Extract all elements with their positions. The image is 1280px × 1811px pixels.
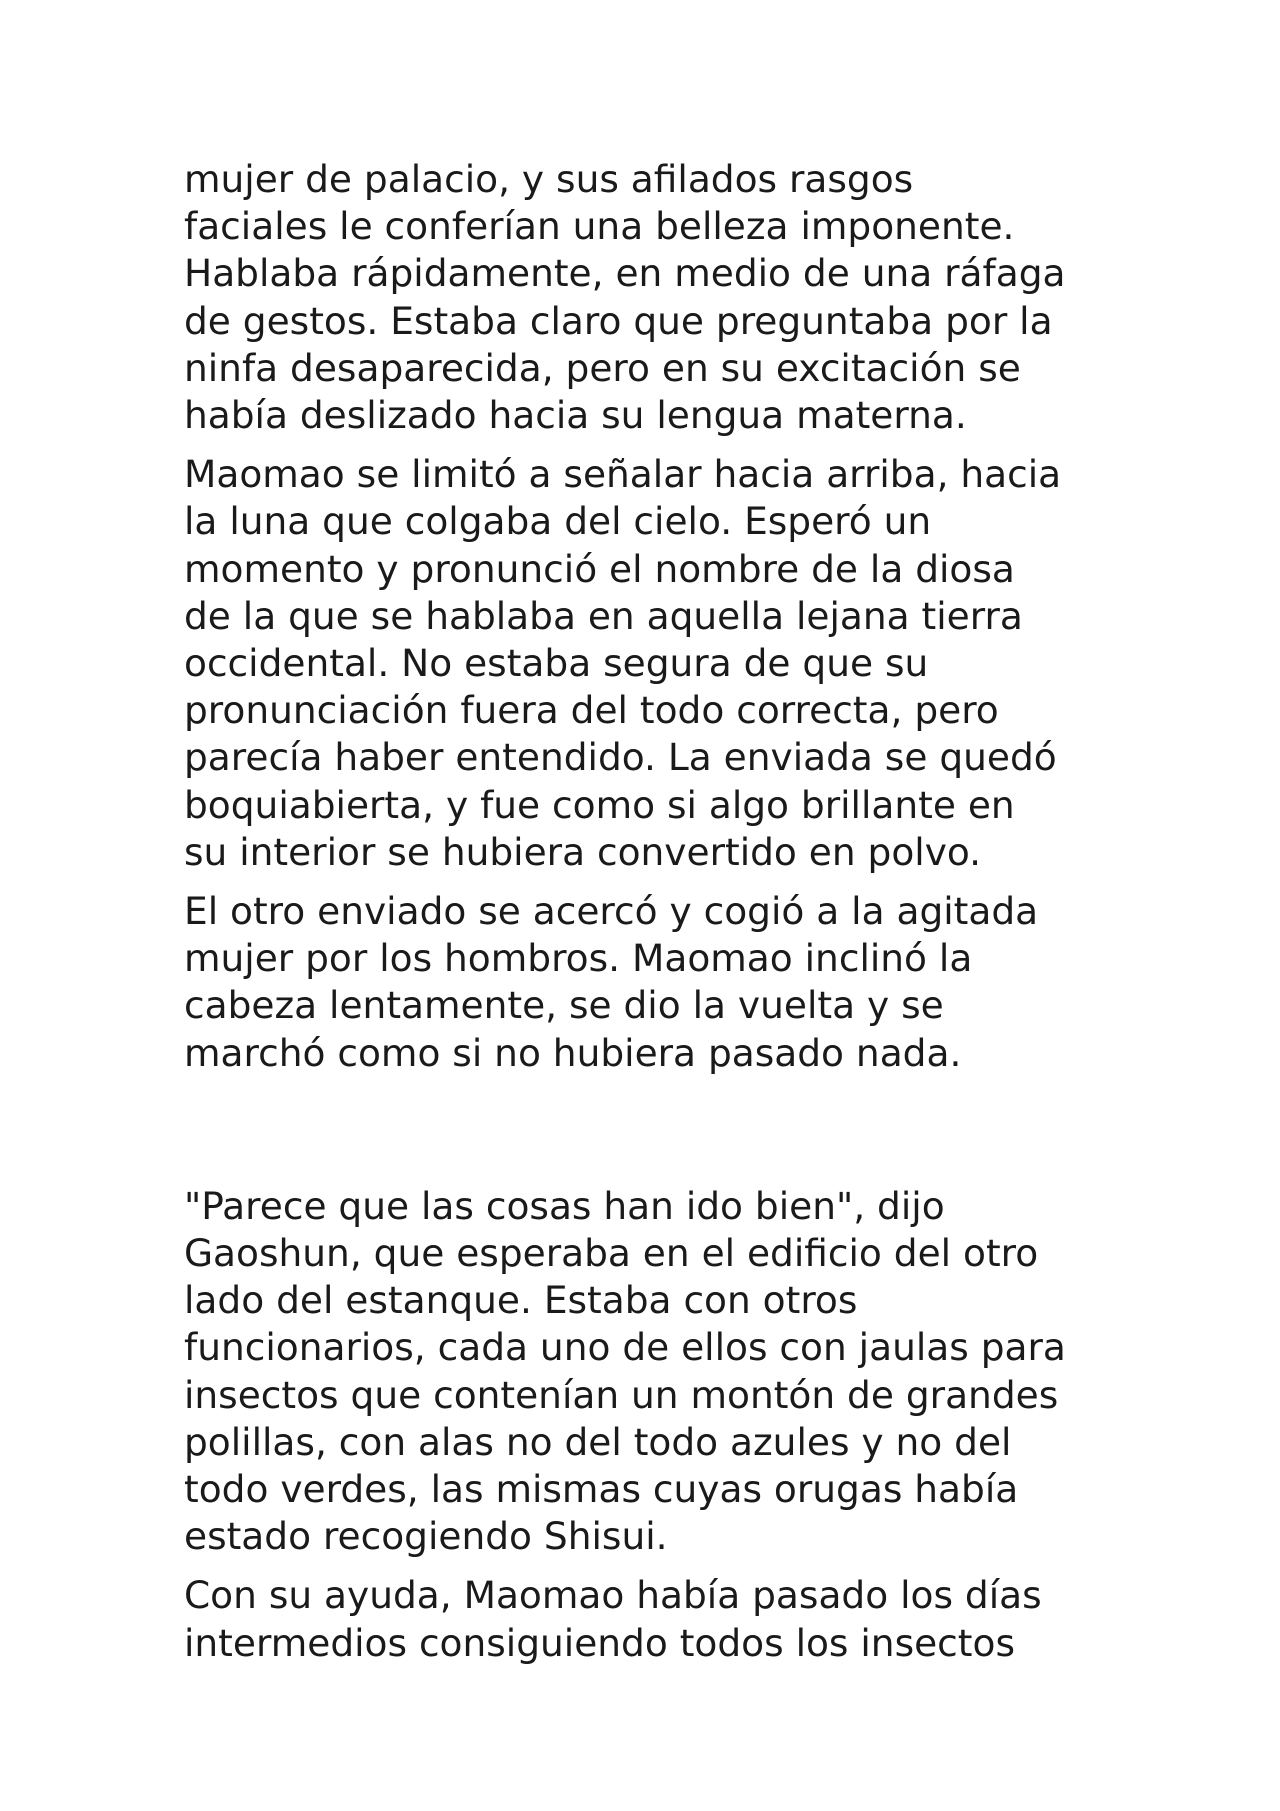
text-line: cabeza lentamente, se dio la vuelta y se — [184, 983, 944, 1028]
text-line: pronunciación fuera del todo correcta, pero — [184, 688, 999, 733]
paragraph-1 — [184, 156, 1124, 439]
text-line: momento y pronunció el nombre de la diosa — [184, 546, 1015, 591]
text-line: parecía haber entendido. La enviada se quedó — [184, 735, 1057, 780]
text-line: la luna que colgaba del cielo. Esperó un — [184, 499, 932, 544]
text-line: faciales le conferían una belleza imponente. — [184, 204, 1015, 249]
text-line: boquiabierta, y fue como si algo brillante en — [184, 782, 1015, 827]
text-line: de la que se hablaba en aquella lejana tierra — [184, 593, 1023, 638]
paragraph-gap — [184, 1560, 1124, 1572]
text-line: había deslizado hacia su lengua materna. — [184, 393, 967, 438]
text-line: funcionarios, cada uno de ellos con jaulas para — [184, 1325, 1066, 1370]
text-line: Con su ayuda, Maomao había pasado los días — [184, 1573, 1042, 1618]
text-line: El otro enviado se acercó y cogió a la agitada — [184, 889, 1039, 934]
paragraph-gap — [184, 439, 1124, 451]
text-line: todo verdes, las mismas cuyas orugas había — [184, 1467, 1019, 1512]
text-line: "Parece que las cosas han ido bien", dijo — [184, 1183, 945, 1228]
text-line: polillas, con alas no del todo azules y no del — [184, 1419, 1012, 1464]
text-line: de gestos. Estaba claro que preguntaba por la — [184, 298, 1053, 343]
text-line: su interior se hubiera convertido en polvo. — [184, 829, 982, 874]
text-line: mujer de palacio, y sus afilados rasgos — [184, 157, 914, 201]
paragraph-4 — [184, 1183, 1124, 1561]
text-line: mujer por los hombros. Maomao inclinó la — [184, 936, 973, 981]
body-text — [184, 156, 1124, 1667]
text-line: marchó como si no hubiera pasado nada. — [184, 1030, 962, 1075]
scene-break — [184, 1077, 1124, 1183]
paragraph-gap — [184, 876, 1124, 888]
text-line: occidental. No estaba segura de que su — [184, 641, 929, 686]
text-line: lado del estanque. Estaba con otros — [184, 1278, 858, 1323]
text-line: ninfa desaparecida, pero en su excitación se — [184, 345, 1021, 390]
paragraph-5 — [184, 1572, 1124, 1666]
paragraph-2 — [184, 451, 1124, 876]
text-line: Gaoshun, que esperaba en el edificio del otro — [184, 1231, 1039, 1276]
text-line: insectos que contenían un montón de grandes — [184, 1372, 1059, 1417]
text-line: intermedios consiguiendo todos los insectos — [184, 1620, 1015, 1665]
text-line: Hablaba rápidamente, en medio de una ráfaga — [184, 251, 1066, 296]
text-line: Maomao se limitó a señalar hacia arriba, hacia — [184, 452, 1062, 497]
text-line: estado recogiendo Shisui. — [184, 1514, 668, 1559]
paragraph-3 — [184, 888, 1124, 1077]
